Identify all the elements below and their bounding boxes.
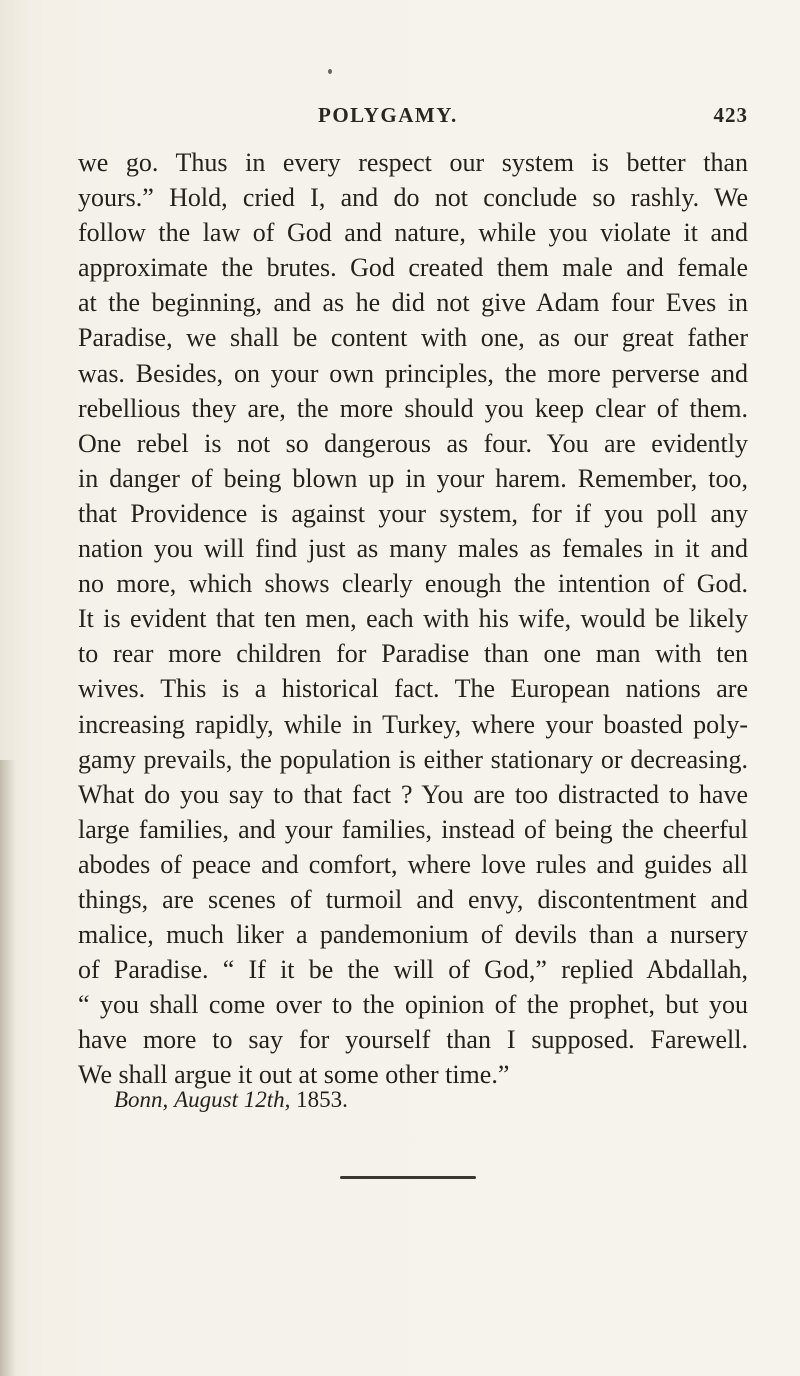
text-line: We shall argue it out at some other time.” xyxy=(78,1060,510,1090)
page-spine-shadow xyxy=(0,760,16,1376)
dateline-place: Bonn, xyxy=(114,1087,169,1112)
text-line: that Providence is against your system, for if you poll any xyxy=(78,498,748,528)
closing-rule xyxy=(340,1176,476,1179)
body-text xyxy=(78,145,748,1093)
text-line: abodes of peace and comfort, where love rules and guides all xyxy=(78,849,748,879)
ink-speck xyxy=(328,69,332,74)
text-line: have more to say for yourself than I supposed. Farewell. xyxy=(78,1025,748,1055)
text-line: no more, which shows clearly enough the intention of God. xyxy=(78,569,748,599)
text-line: approximate the brutes. God created them male and female xyxy=(78,253,748,283)
running-head xyxy=(78,103,748,133)
text-line: was. Besides, on your own principles, the more perverse and xyxy=(78,358,748,388)
text-line: malice, much liker a pandemonium of devils than a nursery xyxy=(78,920,748,950)
page-number: 423 xyxy=(713,103,748,127)
text-line: nation you will find just as many males as females in it and xyxy=(78,534,748,564)
text-line: What do you say to that fact ? You are too distracted to have xyxy=(78,779,748,809)
running-title: POLYGAMY. xyxy=(318,103,458,127)
dateline-day: 12th, xyxy=(243,1087,291,1112)
text-line: things, are scenes of turmoil and envy, discontentment and xyxy=(78,884,748,914)
text-line: to rear more children for Paradise than one man with ten xyxy=(78,639,748,669)
text-line: we go. Thus in every respect our system is better than xyxy=(78,148,748,177)
text-line: in danger of being blown up in your harem. Remember, too, xyxy=(78,463,748,493)
text-line: Paradise, we shall be content with one, as our great father xyxy=(78,323,748,353)
text-line: “ you shall come over to the opinion of the prophet, but you xyxy=(78,990,748,1020)
text-line: increasing rapidly, while in Turkey, where your boasted poly- xyxy=(78,709,748,739)
text-line: It is evident that ten men, each with his wife, would be likely xyxy=(78,604,748,634)
text-line: large families, and your families, instead of being the cheerful xyxy=(78,814,748,844)
text-line: wives. This is a historical fact. The European nations are xyxy=(78,674,748,704)
text-line: gamy prevails, the population is either stationary or decreasing. xyxy=(78,744,748,774)
text-line: yours.” Hold, cried I, and do not conclude so rashly. We xyxy=(78,183,748,213)
text-line: rebellious they are, the more should you keep clear of them. xyxy=(78,393,748,423)
dateline-month: August xyxy=(174,1087,238,1112)
text-line: of Paradise. “ If it be the will of God,” replied Abdallah, xyxy=(78,955,748,985)
text-line: One rebel is not so dangerous as four. You are evidently xyxy=(78,428,748,458)
dateline-year: 1853. xyxy=(296,1087,348,1112)
dateline xyxy=(114,1087,348,1113)
text-line: at the beginning, and as he did not give Adam four Eves in xyxy=(78,288,748,318)
text-line: follow the law of God and nature, while you violate it and xyxy=(78,218,748,248)
